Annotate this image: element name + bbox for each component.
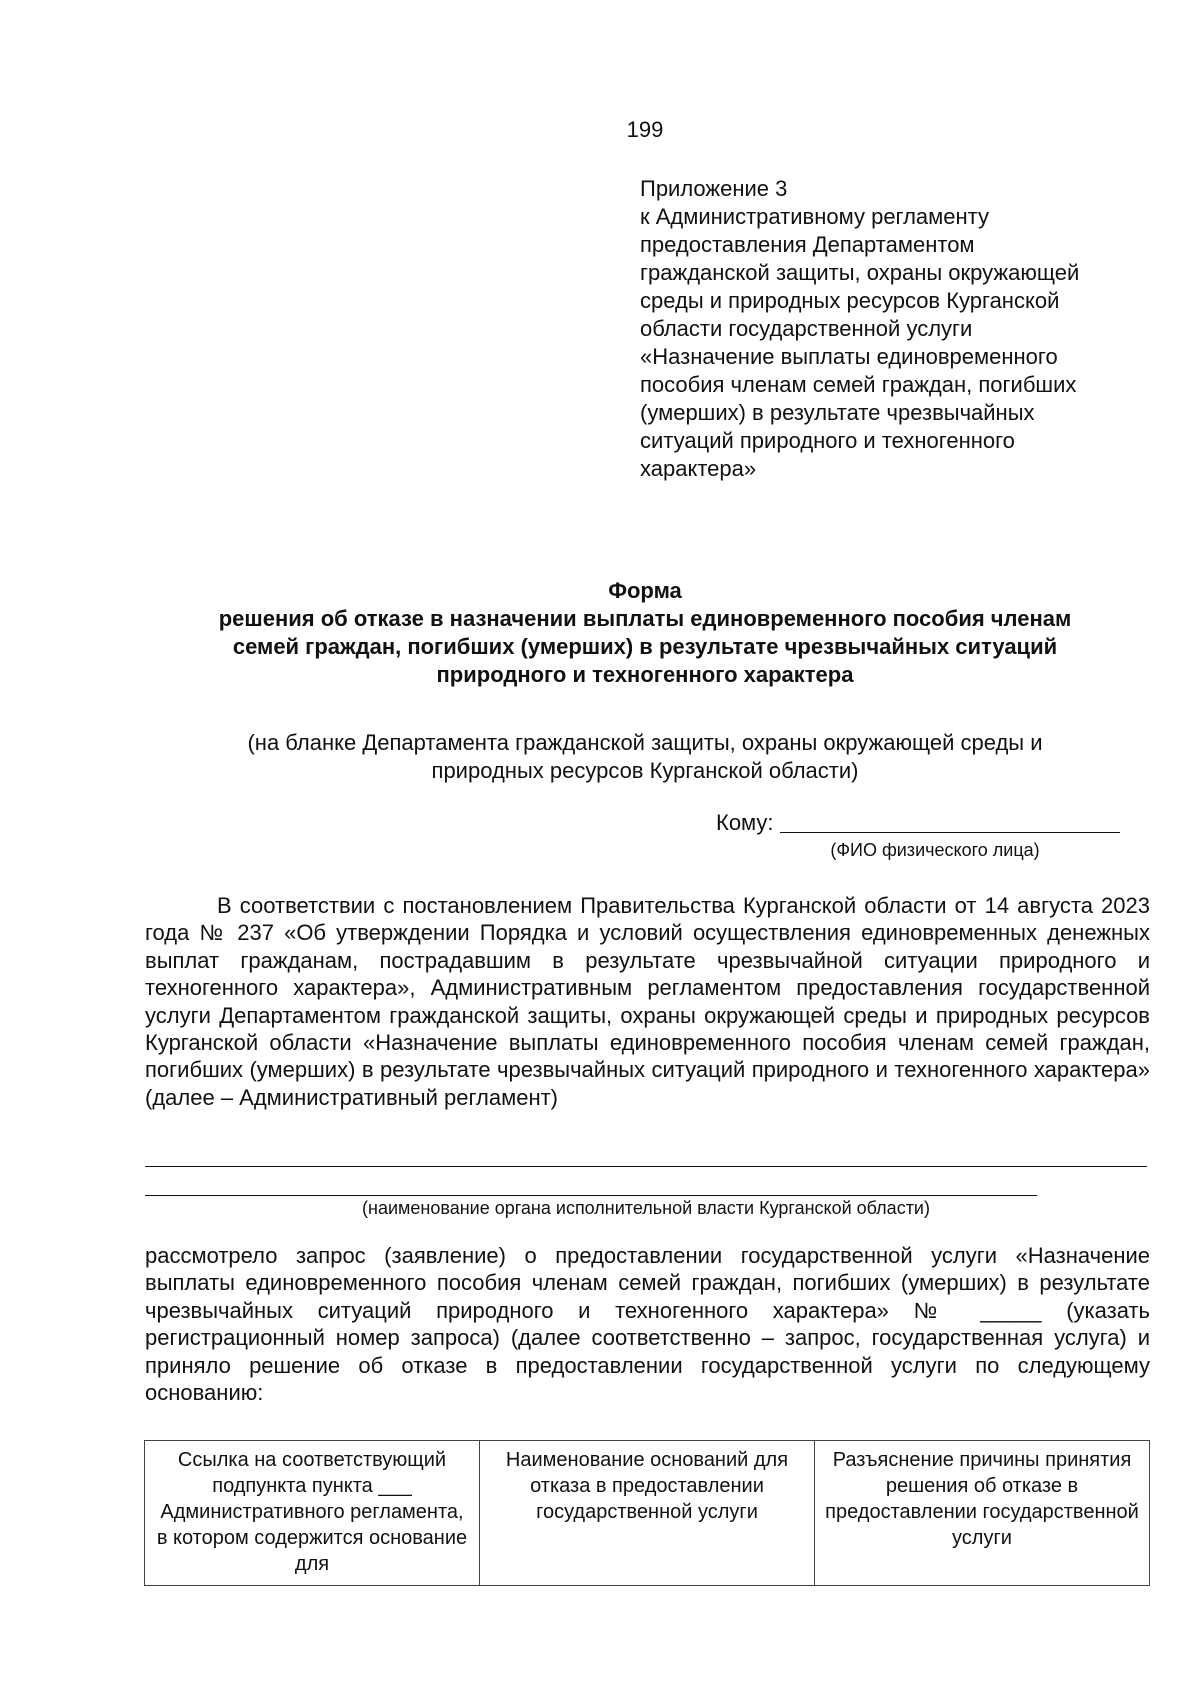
appendix-line: гражданской защиты, охраны окружающей bbox=[640, 260, 1080, 285]
appendix-line: (умерших) в результате чрезвычайных bbox=[640, 400, 1035, 425]
table-header-cell: Разъяснение причины принятия решения об отказе в предоставлении государственной услуги bbox=[815, 1441, 1150, 1586]
table-header-cell: Ссылка на соответствующий подпункта пункта ___ Административного регламента, в котором содержится основание для bbox=[145, 1441, 480, 1586]
refusal-reasons-table bbox=[144, 1440, 1150, 1586]
recipient-caption: (ФИО физического лица) bbox=[830, 840, 1040, 860]
appendix-line: области государственной услуги bbox=[640, 316, 973, 341]
form-title-line: решения об отказе в назначении выплаты единовременного пособия членам bbox=[218, 606, 1072, 631]
appendix-line: характера» bbox=[640, 456, 757, 481]
appendix-line: ситуаций природного и техногенного bbox=[640, 428, 1015, 453]
appendix-line: предоставления Департаментом bbox=[640, 232, 975, 257]
letterhead-note bbox=[145, 729, 1145, 785]
letterhead-note-line: природных ресурсов Курганской области) bbox=[431, 758, 859, 783]
appendix-line: к Административному регламенту bbox=[640, 204, 990, 229]
appendix-line: Приложение 3 bbox=[640, 176, 788, 201]
org-name-blank-line[interactable] bbox=[145, 1195, 1037, 1196]
org-name-caption: (наименование органа исполнительной власти Курганской области) bbox=[362, 1198, 930, 1218]
form-title-line: природного и техногенного характера bbox=[436, 662, 854, 687]
form-title-line: семей граждан, погибших (умерших) в результате чрезвычайных ситуаций bbox=[232, 634, 1058, 659]
letterhead-note-line: (на бланке Департамента гражданской защиты, охраны окружающей среды и bbox=[247, 730, 1043, 755]
form-title-line: Форма bbox=[608, 578, 682, 603]
page-number: 199 bbox=[626, 117, 664, 142]
table-header-cell: Наименование оснований для отказа в предоставлении государственной услуги bbox=[480, 1441, 815, 1586]
appendix-line: пособия членам семей граждан, погибших bbox=[640, 372, 1077, 397]
table-header-row bbox=[145, 1441, 1150, 1586]
recipient-blank[interactable] bbox=[780, 810, 1120, 833]
appendix-header bbox=[640, 175, 1160, 483]
recipient-label: Кому: bbox=[716, 810, 774, 835]
basis-paragraph: В соответствии с постановлением Правительства Курганской области от 14 августа 2023 года № 237 «Об утверждении Порядка и условий осуществления единовременных денежных выплат гражданам, пострадавшим в результате чрезвычайной ситуации природного и техногенного характера», Административным регламентом предоставления государственной услуги Департаментом гражданской защиты, охраны окружающей среды и природных ресурсов Курганской области «Назначение выплаты единовременного пособия членам семей граждан, погибших (умерших) в результате чрезвычайных ситуаций природного и техногенного характера» (далее – Административный регламент) bbox=[145, 893, 1150, 1110]
appendix-line: «Назначение выплаты единовременного bbox=[640, 344, 1058, 369]
recipient-line bbox=[716, 810, 1120, 836]
appendix-line: среды и природных ресурсов Курганской bbox=[640, 288, 1060, 313]
org-name-blank-line[interactable] bbox=[145, 1166, 1147, 1167]
decision-paragraph: рассмотрело запрос (заявление) о предоставлении государственной услуги «Назначение выплаты единовременного пособия членам семей граждан, погибших (умерших) в результате чрезвычайных ситуаций природного и техногенного характера» № _____ (указать регистрационный номер запроса) (далее соответственно – запрос, государственная услуга) и приняло решение об отказе в предоставлении государственной услуги по следующему основанию: bbox=[145, 1243, 1150, 1406]
form-title bbox=[145, 577, 1145, 689]
